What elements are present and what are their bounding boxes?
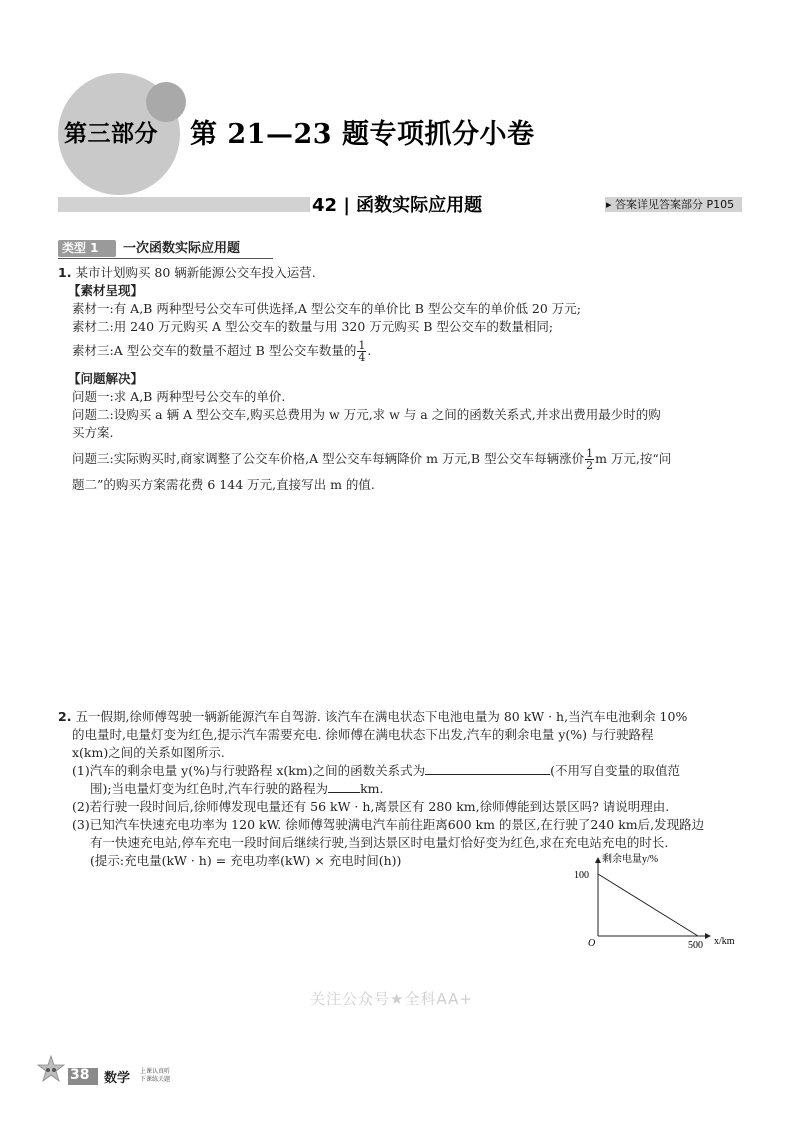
type-underline bbox=[58, 258, 273, 259]
q1-problem3-text: 问题三:实际购买时,商家调整了公交车价格,A 型公交车每辆降价 m 万元,B 型公交车每辆涨价 bbox=[72, 451, 585, 466]
x-tick-label: 500 bbox=[688, 940, 703, 951]
q2-part3-line2: 有一快速充电站,停车充电一段时间后继续行驶,当到达景区时电量灯恰好变为红色,求在充电站充电的时长. bbox=[90, 835, 669, 850]
fraction-numerator: 1 bbox=[358, 339, 366, 352]
watermark: 关注公众号★全科AA+ bbox=[310, 990, 473, 1008]
part-label: 第三部分 bbox=[64, 121, 158, 147]
q2-part3-line3: (提示:充电量(kW · h) = 充电功率(kW) × 充电时间(h)) bbox=[90, 853, 402, 868]
q1-problem3-line2: 题二”的购买方案需花费 6 144 万元,直接写出 m 的值. bbox=[72, 477, 375, 492]
q1-problems-heading: 【问题解决】 bbox=[68, 371, 144, 386]
q1-problem2-line2: 买方案. bbox=[72, 425, 114, 440]
type-badge-label: 类型 1 bbox=[62, 241, 99, 255]
q1-material3-text: 素材三:A 型公交车的数量不超过 B 型公交车数量的 bbox=[72, 343, 357, 358]
q1-material1: 素材一:有 A,B 两种型号公交车可供选择,A 型公交车的单价比 B 型公交车的单价低 20 万元; bbox=[72, 301, 582, 316]
q2-part1-line2-text: 围);当电量灯变为红色时,汽车行驶的路程为 bbox=[90, 781, 329, 796]
footer-slogan-line1: 上课认真听 bbox=[140, 1068, 171, 1075]
q1-material3-end: . bbox=[367, 343, 372, 358]
q1-intro: 某市计划购买 80 辆新能源公交车投入运营. bbox=[75, 265, 316, 280]
q1-material2: 素材二:用 240 万元购买 A 型公交车的数量与用 320 万元购买 B 型公交车的数量相同; bbox=[72, 319, 554, 334]
mascot-badge-icon bbox=[36, 1055, 66, 1085]
type-title: 一次函数实际应用题 bbox=[123, 241, 241, 256]
series-line bbox=[598, 874, 698, 936]
q2-line2: 的电量时,电量灯变为红色,提示汽车需要充电. 徐师傅在满电状态下出发,汽车的剩余电量 y(%) 与行驶路程 bbox=[72, 727, 654, 742]
q2-line1 bbox=[58, 708, 687, 726]
page-title: 第 21—23 题专项抓分小卷 bbox=[190, 119, 535, 150]
q1-materials-heading: 【素材呈现】 bbox=[68, 283, 144, 298]
page-number: 38 bbox=[70, 1067, 90, 1083]
electricity-graph bbox=[570, 850, 745, 955]
q1-intro-line bbox=[58, 264, 316, 282]
q2-part2: (2)若行驶一段时间后,徐师傅发现电量还有 56 kW · h,离景区有 280 km,徐师傅能到达景区吗? 请说明理由. bbox=[72, 799, 670, 814]
origin-label: O bbox=[588, 938, 596, 949]
q2-number: 2. bbox=[58, 709, 72, 724]
answer-reference: ▸ 答案详见答案部分 P105 bbox=[606, 198, 735, 211]
fraction-denominator: 2 bbox=[586, 459, 594, 472]
answer-blank-1[interactable] bbox=[425, 762, 550, 775]
footer-slogan-line2: 下课练关题 bbox=[140, 1076, 171, 1083]
q2-part1-line2 bbox=[90, 780, 383, 798]
y-tick-label: 100 bbox=[574, 870, 589, 881]
q1-number: 1. bbox=[58, 265, 72, 280]
q2-line3: x(km)之间的关系如图所示. bbox=[72, 745, 225, 760]
y-axis-label: 剩余电量y/% bbox=[602, 854, 659, 865]
q1-material3-fraction bbox=[357, 340, 366, 363]
x-axis-label: x/km bbox=[714, 936, 735, 947]
q1-problem3-line1 bbox=[72, 448, 671, 471]
q1-problem3-fraction bbox=[585, 448, 594, 471]
q1-problem1: 问题一:求 A,B 两种型号公交车的单价. bbox=[72, 389, 286, 404]
answer-blank-2[interactable] bbox=[328, 780, 360, 793]
q2-part1-text: (1)汽车的剩余电量 y(%)与行驶路程 x(km)之间的函数关系式为 bbox=[72, 763, 426, 778]
q2-line1-text: 五一假期,徐师傅驾驶一辆新能源汽车自驾游. 该汽车在满电状态下电池电量为 80 kW · h,当汽车电池剩余 10% bbox=[75, 709, 688, 724]
fraction-numerator: 1 bbox=[586, 447, 594, 460]
q2-part1-text-end: (不用写自变量的取值范 bbox=[550, 763, 680, 778]
q2-part1-line2-end: km. bbox=[360, 781, 384, 796]
q1-problem3-text-end: m 万元,按“问 bbox=[595, 451, 672, 466]
q2-part3-line1: (3)已知汽车快速充电功率为 120 kW. 徐师傅驾驶满电汽车前往距离600 km 的景区,在行驶了240 km后,发现路边 bbox=[72, 817, 705, 832]
q1-material3 bbox=[72, 340, 371, 363]
fraction-denominator: 4 bbox=[358, 351, 366, 364]
footer-subject: 数学 bbox=[104, 1071, 131, 1086]
q1-problem2-line1: 问题二:设购买 a 辆 A 型公交车,购买总费用为 w 万元,求 w 与 a 之间的函数关系式,并求出费用最少时的购 bbox=[72, 407, 661, 422]
section-title: 42 | 函数实际应用题 bbox=[312, 195, 483, 216]
q2-part1-line1 bbox=[72, 762, 680, 780]
